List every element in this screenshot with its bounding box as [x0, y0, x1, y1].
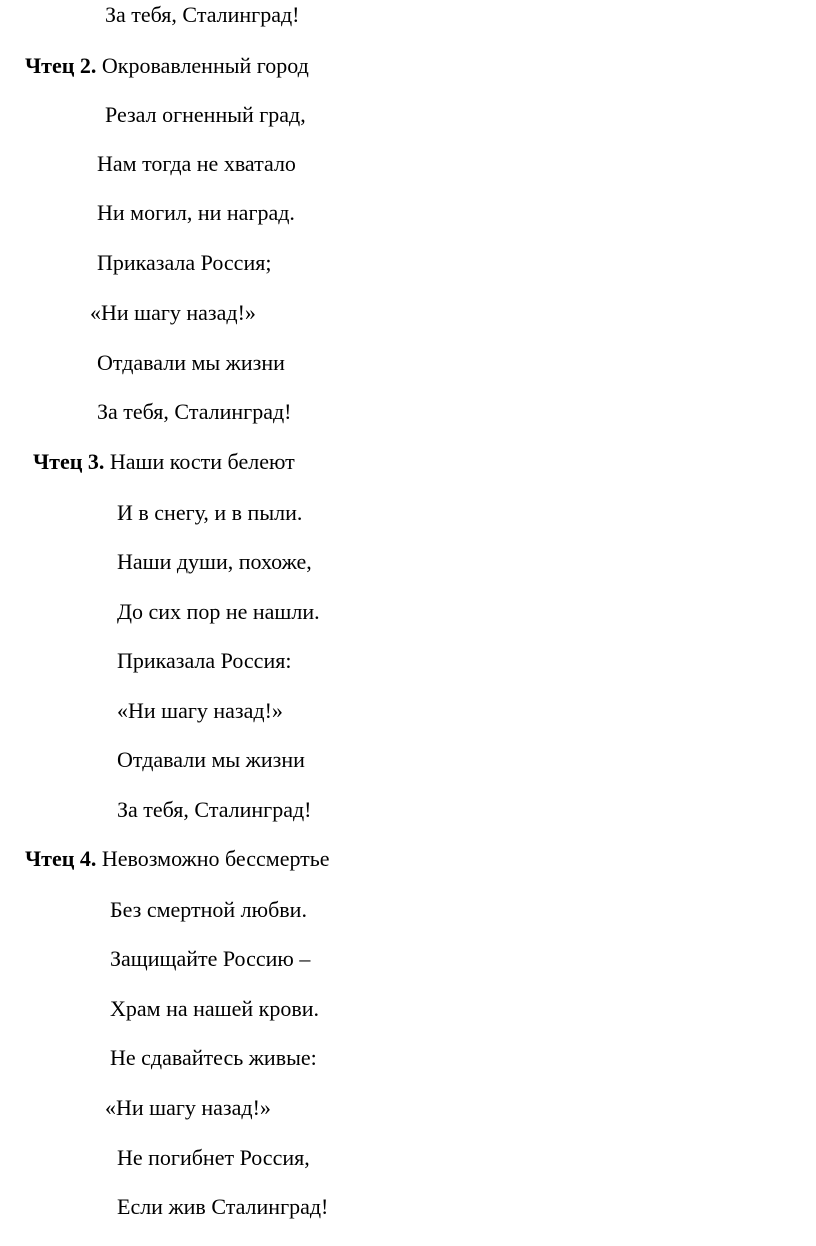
- line-text: Если жив Сталинград!: [117, 1194, 329, 1219]
- line-text: Защищайте Россию –: [110, 946, 311, 971]
- verse-line: [117, 1194, 328, 1220]
- verse-line: [117, 500, 302, 526]
- line-text: За тебя, Сталинград!: [105, 2, 300, 27]
- speaker-label: Чтец 3.: [33, 449, 105, 474]
- verse-line: [110, 946, 310, 972]
- line-text: До сих пор не нашли.: [117, 599, 320, 624]
- verse-line: [105, 102, 306, 128]
- verse-line: [97, 200, 295, 226]
- verse-line: [117, 549, 312, 575]
- verse-line: [97, 250, 271, 276]
- line-text: Наши души, похоже,: [117, 549, 312, 574]
- speaker-label: Чтец 4.: [25, 846, 97, 871]
- verse-line: [117, 797, 312, 823]
- verse-line: [110, 996, 319, 1022]
- line-text: Приказала Россия:: [117, 648, 292, 673]
- verse-line: [90, 300, 256, 326]
- line-text: Окровавленный город: [101, 53, 309, 78]
- line-text: Приказала Россия;: [97, 250, 272, 275]
- verse-line: [110, 1045, 317, 1071]
- speaker-line: [25, 53, 309, 79]
- line-text: Наши кости белеют: [109, 449, 295, 474]
- line-text: Отдавали мы жизни: [97, 350, 285, 375]
- verse-line: [117, 698, 283, 724]
- verse-line: [117, 599, 320, 625]
- verse-line: [97, 399, 292, 425]
- line-text: За тебя, Сталинград!: [117, 797, 312, 822]
- line-text: Храм на нашей крови.: [110, 996, 319, 1021]
- verse-line: [110, 897, 307, 923]
- verse-line: [105, 2, 300, 28]
- line-text: Резал огненный град,: [105, 102, 306, 127]
- speaker-label: Чтец 2.: [25, 53, 97, 78]
- line-text: «Ни шагу назад!»: [90, 300, 256, 325]
- speaker-line: [25, 846, 330, 872]
- line-text: За тебя, Сталинград!: [97, 399, 292, 424]
- line-text: Нам тогда не хватало: [97, 151, 296, 176]
- verse-line: [97, 350, 285, 376]
- line-text: Невозможно бессмертье: [101, 846, 330, 871]
- line-text: «Ни шагу назад!»: [117, 698, 283, 723]
- line-text: Не сдавайтесь живые:: [110, 1045, 317, 1070]
- line-text: Без смертной любви.: [110, 897, 307, 922]
- speaker-line: [33, 449, 295, 475]
- verse-line: [117, 1145, 310, 1171]
- verse-line: [117, 648, 291, 674]
- line-text: Не погибнет Россия,: [117, 1145, 310, 1170]
- line-text: И в снегу, и в пыли.: [117, 500, 303, 525]
- verse-line: [97, 151, 296, 177]
- line-text: Отдавали мы жизни: [117, 747, 305, 772]
- line-text: «Ни шагу назад!»: [105, 1095, 271, 1120]
- verse-line: [105, 1095, 271, 1121]
- verse-line: [117, 747, 305, 773]
- line-text: Ни могил, ни наград.: [97, 200, 295, 225]
